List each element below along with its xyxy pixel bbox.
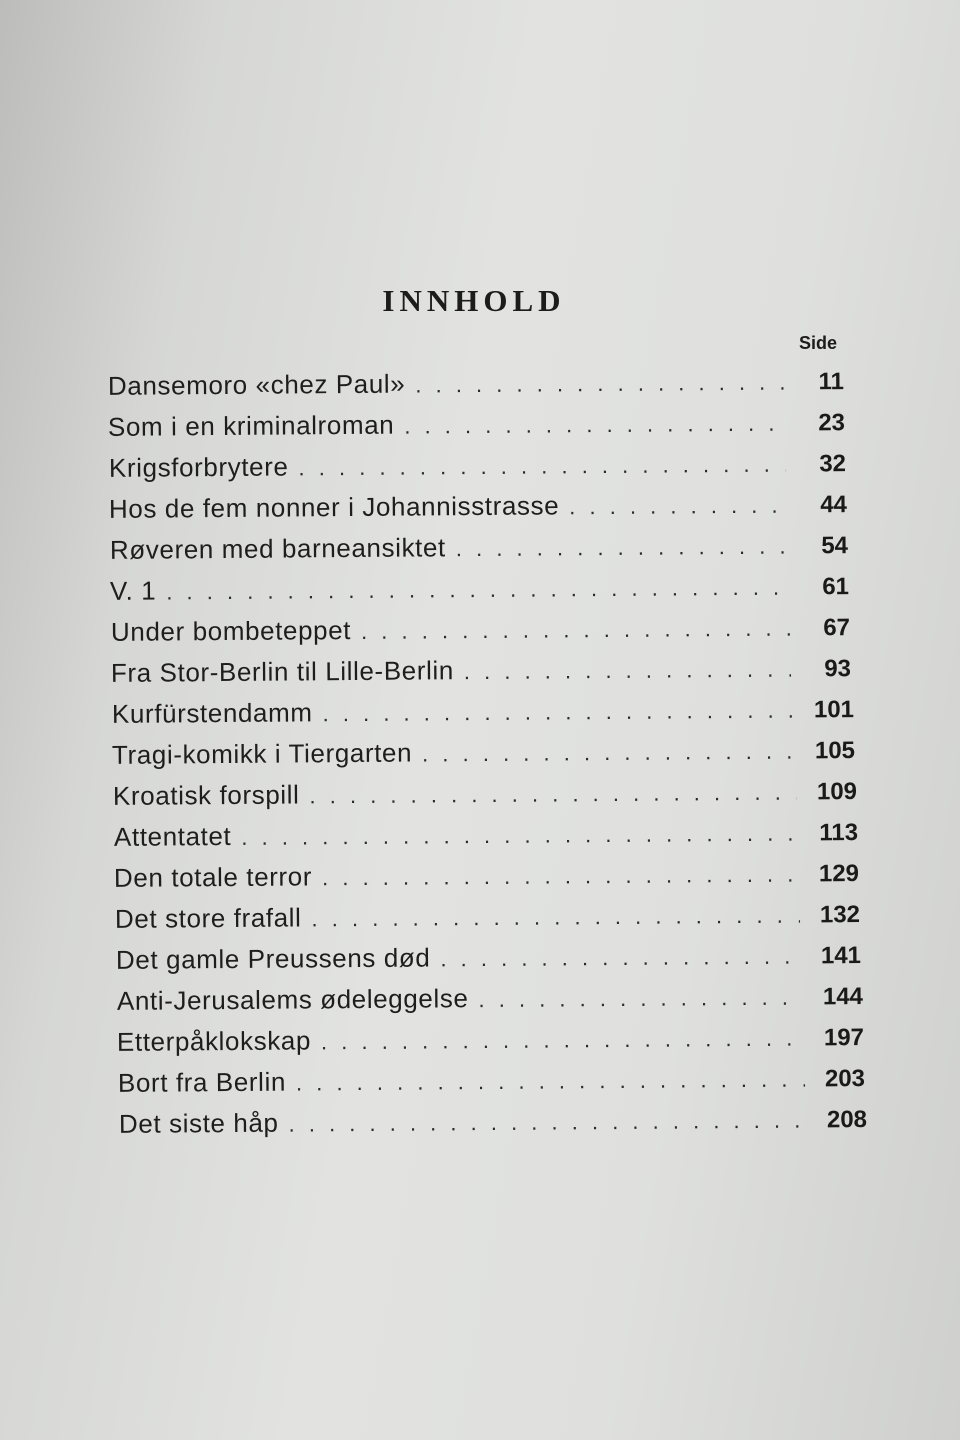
dot-leader: [298, 452, 786, 482]
dot-leader: [322, 698, 794, 728]
toc-entry-title: Bort fra Berlin: [117, 1066, 287, 1098]
toc-entry-title: V. 1: [109, 575, 157, 606]
dot-leader: [361, 616, 790, 645]
toc-entry: [117, 980, 863, 1022]
toc-entry: [115, 898, 860, 940]
page-column-label: Side: [799, 333, 838, 353]
toc-entry: [114, 816, 858, 858]
contents-heading-text: INNHOLD: [382, 283, 566, 318]
toc-entry-title: Anti-Jerusalems ødeleggelse: [116, 983, 469, 1016]
toc-entry-page: 11: [818, 368, 845, 396]
toc-entry-page: 132: [819, 901, 861, 929]
toc-entry: [108, 365, 844, 407]
toc-entry-title: Det gamle Preussens død: [115, 942, 431, 975]
toc-entry: [108, 406, 845, 448]
toc-entry-page: 144: [822, 983, 864, 1011]
dot-leader: [322, 862, 799, 892]
toc-entry-title: Det store frafall: [114, 902, 302, 934]
dot-leader: [456, 534, 788, 563]
dot-leader: [288, 1108, 807, 1138]
toc-entry: [117, 1021, 864, 1063]
toc-entry: [112, 693, 854, 735]
toc-entry-title: Fra Stor-Berlin til Lille-Berlin: [110, 655, 454, 688]
toc-entry: [116, 939, 861, 981]
toc-entry: [118, 1062, 865, 1104]
toc-entry-page: 23: [818, 409, 846, 437]
toc-entry-title: Den totale terror: [113, 861, 313, 893]
toc-entry: [109, 447, 846, 489]
dot-leader: [464, 657, 791, 686]
dot-leader: [440, 944, 801, 973]
dot-leader: [478, 985, 803, 1014]
toc-entry-title: Attentatet: [113, 821, 232, 852]
toc-entry-title: Kurfürstendamm: [111, 697, 313, 729]
toc-entry-page: 67: [823, 614, 851, 642]
toc-entry-title: Det siste håp: [118, 1107, 279, 1139]
toc-entry-page: 113: [819, 819, 859, 847]
dot-leader: [569, 493, 787, 521]
toc-entry: [119, 1103, 867, 1145]
toc-entry: [113, 775, 857, 817]
toc-entry: [111, 652, 851, 694]
toc-entry-page: 208: [826, 1106, 868, 1134]
toc-entry-page: 105: [814, 737, 856, 765]
dot-leader: [309, 780, 797, 810]
toc-entry-title: Etterpåklokskap: [116, 1025, 312, 1057]
toc-entry-page: 61: [822, 573, 850, 601]
toc-entry-page: 54: [821, 532, 849, 560]
dot-leader: [422, 739, 795, 768]
toc-entry-page: 109: [816, 778, 858, 806]
toc-entry-page: 141: [820, 942, 862, 970]
toc-entry-title: Tragi-komikk i Tiergarten: [111, 737, 413, 770]
toc-entry-title: Krigsforbrytere: [108, 451, 289, 483]
toc-entry-page: 32: [819, 450, 847, 478]
dot-leader: [311, 903, 800, 933]
toc-entry-page: 93: [824, 655, 852, 683]
dot-leader: [166, 575, 789, 606]
toc-entry: [111, 611, 850, 653]
toc-entry: [110, 529, 848, 571]
toc-entry-page: 203: [824, 1065, 866, 1093]
toc-entry: [114, 857, 859, 899]
toc-entry-title: Hos de fem nonner i Johannisstrasse: [108, 490, 560, 524]
toc-entry-title: Som i en kriminalroman: [107, 409, 395, 442]
dot-leader: [321, 1026, 804, 1056]
toc-entry-page: 101: [813, 696, 855, 724]
dot-leader: [296, 1067, 805, 1097]
toc-entry-title: Røveren med barneansiktet: [109, 532, 446, 565]
toc-entry-title: Kroatisk forspill: [112, 779, 300, 811]
dot-leader: [404, 411, 785, 440]
toc-entry-title: Dansemoro «chez Paul»: [107, 368, 406, 401]
toc-entry-page: 197: [823, 1024, 865, 1052]
toc-entry-title: Under bombeteppet: [110, 615, 352, 647]
toc-entry-page: 44: [820, 491, 848, 519]
dot-leader: [241, 821, 798, 851]
toc-entry: [112, 734, 855, 776]
toc-entry-page: 129: [818, 860, 860, 888]
toc-entry: [110, 570, 849, 612]
dot-leader: [415, 370, 784, 399]
toc-entry: [109, 488, 847, 530]
